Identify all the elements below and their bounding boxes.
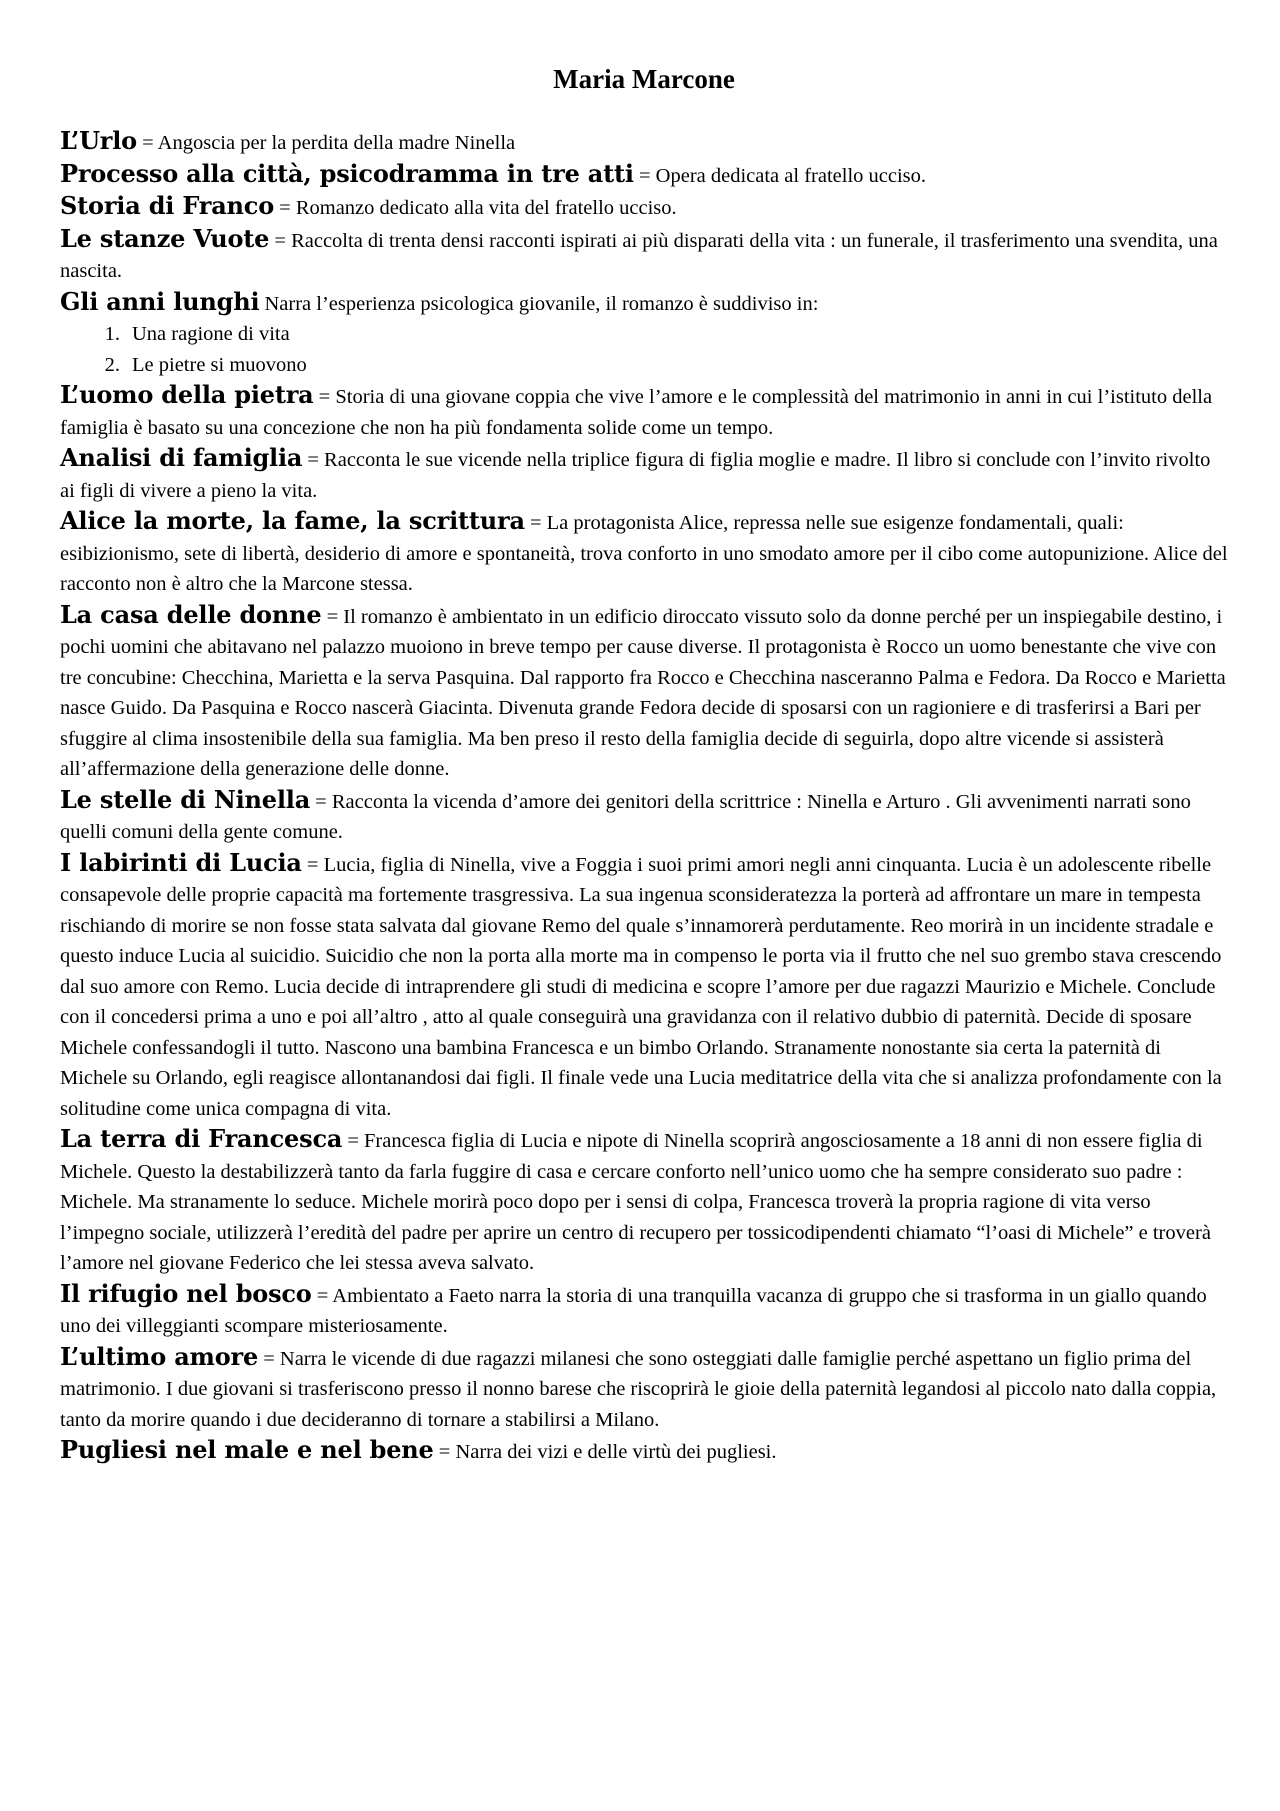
entry	[60, 1124, 1228, 1279]
entry	[60, 191, 1228, 224]
entry-title: Gli anni lunghi	[60, 286, 260, 316]
entry-title: L’Urlo	[60, 126, 137, 155]
entry-description: = La protagonista Alice, repressa nelle sue esigenze fondamentali, quali: esibizionismo, sete di libertà, desiderio di amore e spontaneità, trova conforto in uno smodato amore per il cibo come autopunizione. Alice del racconto non è altro che la Marcone stessa.	[60, 512, 1228, 595]
entry-title: Le stelle di Ninella	[60, 784, 311, 814]
entry-description: Narra l’esperienza psicologica giovanile, il romanzo è suddiviso in:	[259, 292, 819, 315]
entry	[60, 848, 1228, 1125]
entry	[60, 785, 1228, 848]
document-title: Maria Marcone	[553, 64, 735, 94]
sub-list-label: Una ragione di vita	[132, 323, 290, 345]
entry-title: L’ultimo amore	[60, 1341, 259, 1371]
entry-description: = Lucia, figlia di Ninella, vive a Foggia i suoi primi amori negli anni cinquanta. Lucia è un adolescente ribelle consapevole delle proprie capacità ma fortemente trasgressiva. La sua ingenua sconsideratezza la porterà ad affrontare un mare in tempesta rischiando di morire se non fosse stata salvata dal giovane Remo del quale s’innamorerà perdutamente. Reo morirà in un incidente stradale e questo induce Lucia al suicidio. Suicidio che non la porta alla morte ma in compenso le porta via il frutto che nel suo grembo stava crescendo dal suo amore con Remo. Lucia decide di intraprendere gli studi di medicina e scopre l’amore per due ragazzi Maurizio e Michele. Conclude con il concedersi prima a uno e poi all’altro , atto al quale conseguirà una gravidanza con il relativo dubbio di paternità. Decide di sposare Michele confessandogli il tutto. Nascono una bambina Francesca e un bimbo Orlando. Stranamente nonostante sia certa la paternità di Michele su Orlando, egli reagisce allontanandosi dai figli. Il finale vede una Lucia meditatrice della vita che si analizza profondamente con la solitudine come unica compagna di vita.	[60, 853, 1222, 1120]
entry-title: Alice la morte, la fame, la scrittura	[60, 506, 525, 535]
entry-title: Pugliesi nel male e nel bene	[60, 1435, 434, 1464]
entry-description: = Francesca figlia di Lucia e nipote di Ninella scoprirà angosciosamente a 18 anni di non essere figlia di Michele. Questo la destabilizzerà tanto da farla fuggire di casa e cercare conforto nell’unico uomo che ha sempre considerato suo padre : Michele. Ma stranamente lo seduce. Michele morirà poco dopo per i sensi di colpa, Francesca troverà la propria ragione di vita verso l’impegno sociale, utilizzerà l’eredità del padre per aprire un centro di recupero per tossicodipendenti chiamato “l’oasi di Michele” e troverà l’amore nel giovane Federico che lei stessa aveva salvato.	[60, 1130, 1211, 1274]
entry	[60, 126, 1228, 159]
entry-description: = Angoscia per la perdita della madre Ninella	[136, 132, 516, 154]
entry-description: = Il romanzo è ambientato in un edificio diroccato vissuto solo da donne perché per un inspiegabile destino, i pochi uomini che abitavano nel palazzo muoiono in breve tempo per cause diverse. Il protagonista è Rocco un uomo benestante che vive con tre concubine: Checchina, Marietta e la serva Pasquina. Dal rapporto fra Rocco e Checchina nasceranno Palma e Fedora. Da Rocco e Marietta nasce Guido. Da Pasquina e Rocco nascerà Giacinta. Divenuta grande Fedora decide di sposarsi con un ragioniere e di trasferirsi a Bari per sfuggire al clima insostenibile della sua famiglia. Ma ben preso il resto della famiglia decide di seguirla, dopo altre vicende si assisterà all’affermazione della generazione delle donne.	[60, 605, 1226, 780]
entries-list	[60, 126, 1228, 1468]
entry	[60, 1435, 1228, 1468]
entry	[60, 287, 1228, 320]
sub-list-item	[96, 319, 1228, 350]
entry-title: Analisi di famiglia	[60, 443, 303, 472]
entry-title: Il rifugio nel bosco	[60, 1278, 312, 1308]
entry	[60, 380, 1228, 443]
entry-title: Processo alla città, psicodramma in tre atti	[60, 158, 634, 188]
entry-title: I labirinti di Lucia	[60, 847, 302, 877]
entry	[60, 506, 1228, 600]
entry-description: = Racconta le sue vicende nella triplice figura di figlia moglie e madre. Il libro si conclude con l’invito rivolto ai figli di vivere a pieno la vita.	[60, 449, 1211, 502]
entry	[60, 159, 1228, 192]
entry-title: Storia di Franco	[60, 191, 275, 220]
sub-list-number: 2.	[104, 353, 120, 376]
sub-list-label: Le pietre si muovono	[132, 353, 307, 376]
entry-description: = Raccolta di trenta densi racconti ispirati ai più disparati della vita : un funerale, il trasferimento una svendita, una nascita.	[60, 229, 1218, 282]
document-page	[60, 62, 1228, 1468]
entry	[60, 600, 1228, 785]
entry-title: La terra di Francesca	[60, 1124, 343, 1153]
entry-description: = Opera dedicata al fratello ucciso.	[633, 164, 927, 187]
entry	[60, 443, 1228, 506]
entry-description: = Ambientato a Faeto narra la storia di una tranquilla vacanza di gruppo che si trasforma in un giallo quando uno dei villeggianti scompare misteriosamente.	[60, 1284, 1207, 1337]
entry-description: = Narra dei vizi e delle virtù dei pugliesi.	[433, 1441, 777, 1463]
sub-list-number: 1.	[104, 323, 120, 345]
entry	[60, 1279, 1228, 1342]
entry-title: La casa delle donne	[60, 599, 322, 629]
sub-list-item	[96, 350, 1228, 381]
entry	[60, 1342, 1228, 1436]
entry-description: = Romanzo dedicato alla vita del fratello ucciso.	[274, 197, 677, 219]
entry-title: Le stanze Vuote	[60, 223, 270, 253]
entry-description: = Racconta la vicenda d’amore dei genitori della scrittrice : Ninella e Arturo . Gli avvenimenti narrati sono quelli comuni della gente comune.	[60, 790, 1191, 843]
entry-title: L’uomo della pietra	[60, 380, 314, 409]
entry-description: = Narra le vicende di due ragazzi milanesi che sono osteggiati dalle famiglie perché aspettano un figlio prima del matrimonio. I due giovani si trasferiscono presso il nonno barese che riscoprirà le gioie della paternità legandosi al piccolo nato dalla coppia, tanto da morire quando i due decideranno di tornare a stabilirsi a Milano.	[60, 1347, 1217, 1431]
entry-description: = Storia di una giovane coppia che vive l’amore e le complessità del matrimonio in anni in cui l’istituto della famiglia è basato su una concezione che non ha più fondamenta solide come un tempo.	[60, 386, 1213, 439]
entry	[60, 224, 1228, 287]
sub-list	[60, 319, 1228, 380]
